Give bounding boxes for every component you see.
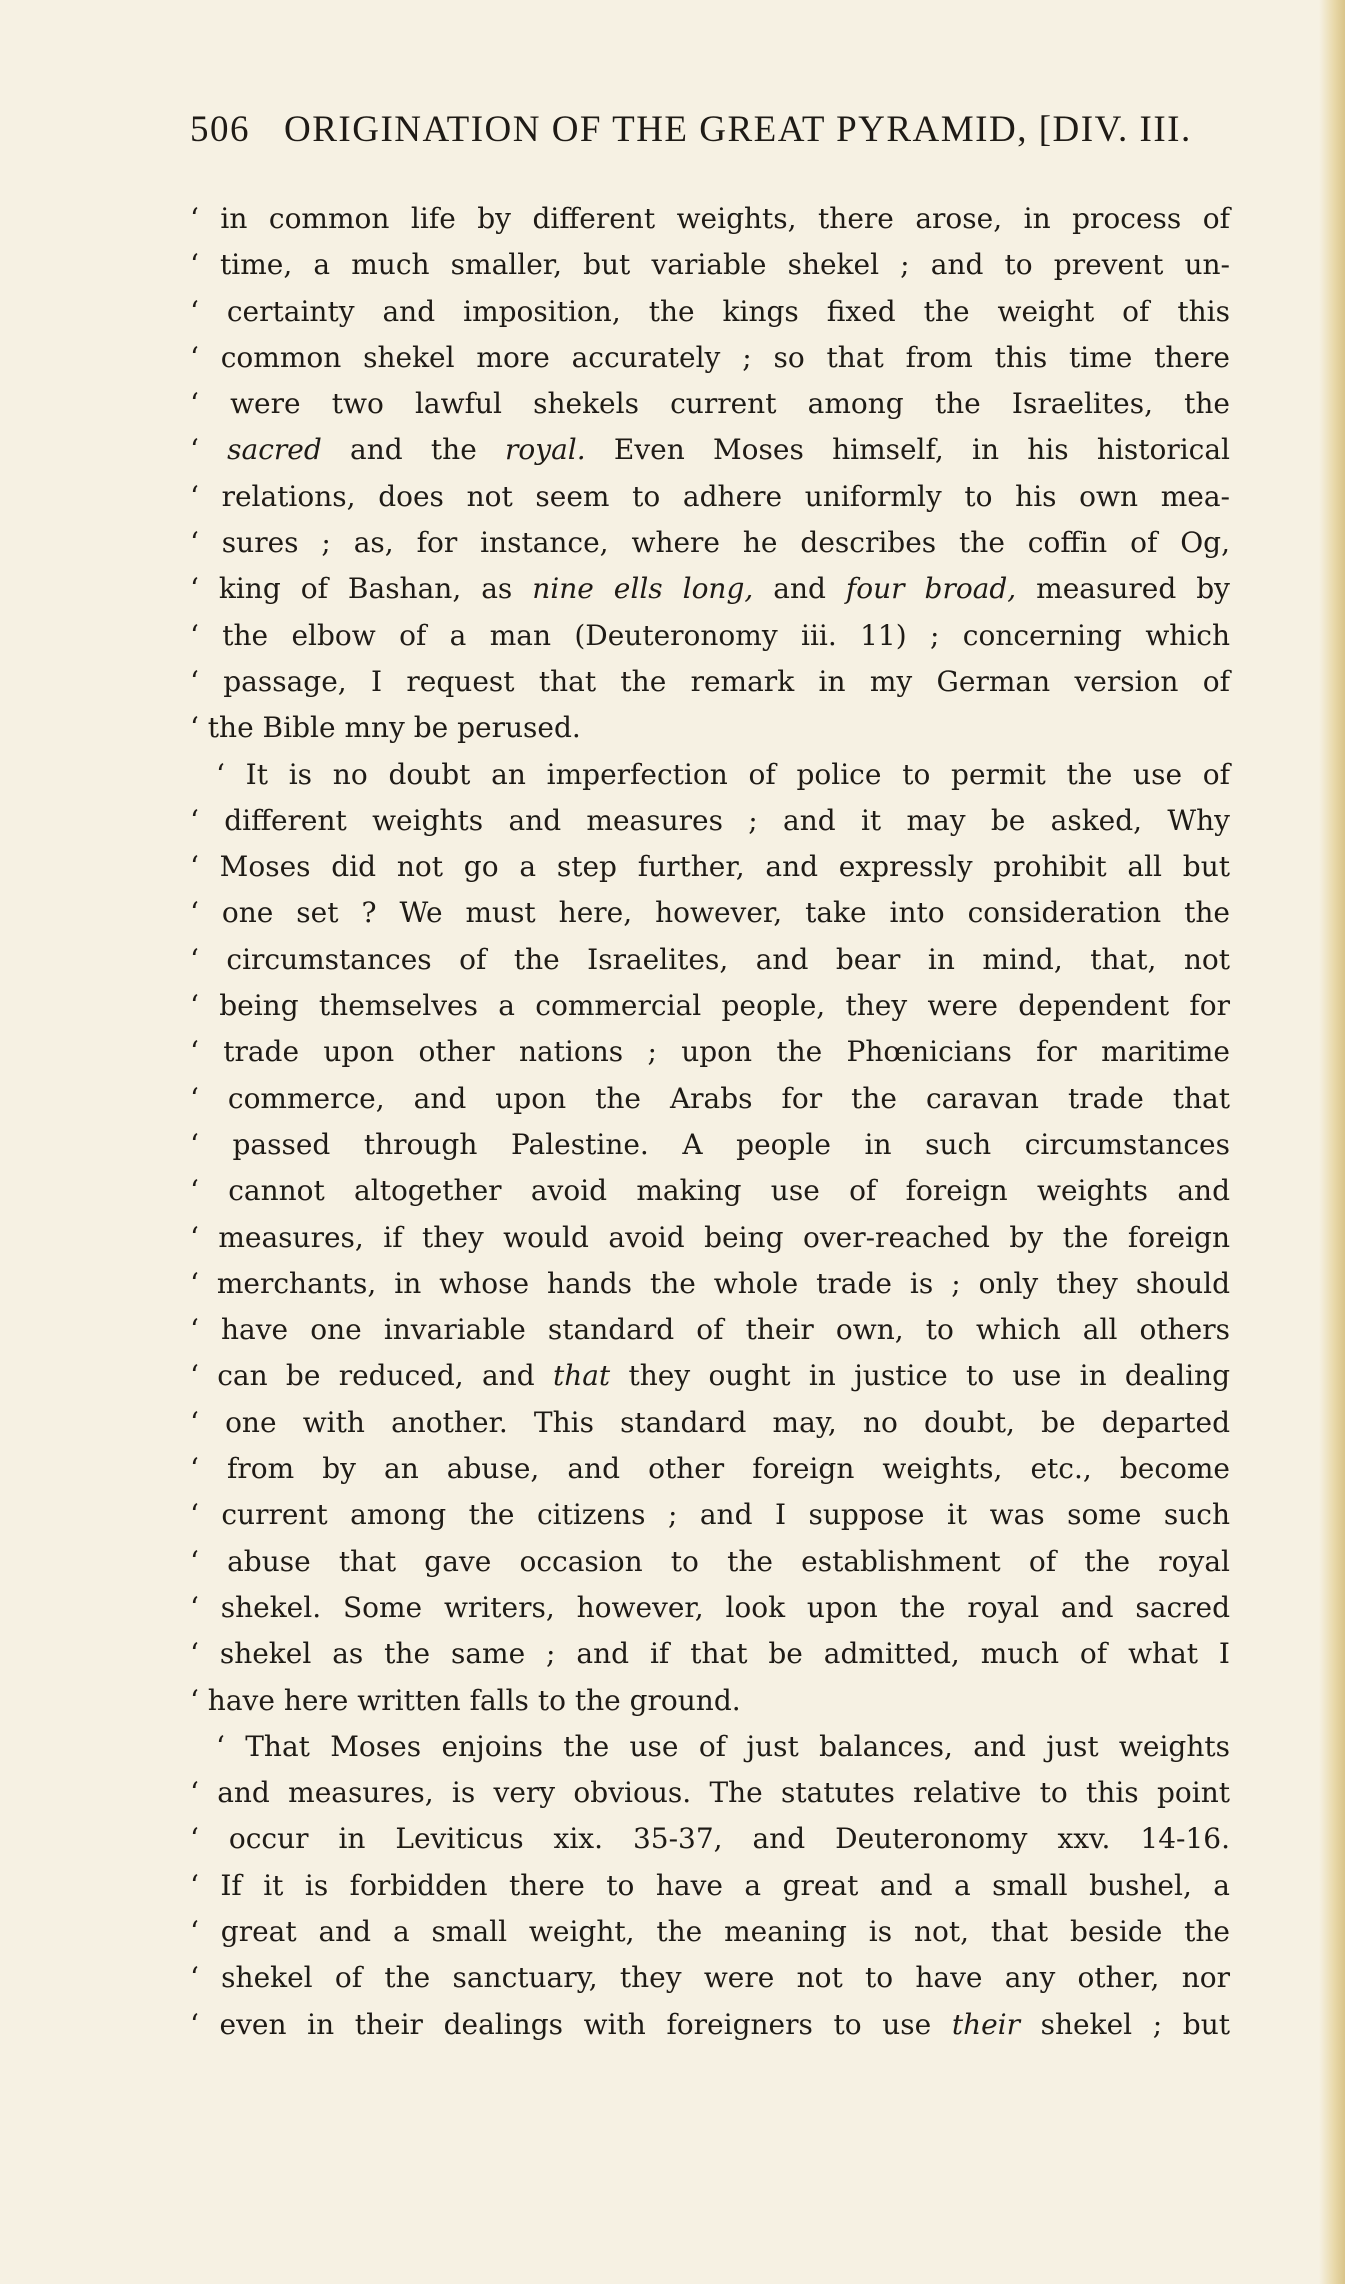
text-line: ‘ time, a much smaller, but variable shekel ; and to prevent un-	[190, 248, 1230, 282]
text-line: ‘ shekel of the sanctuary, they were not to have any other, nor	[190, 1961, 1230, 1995]
text-line: ‘ If it is forbidden there to have a great and a small bushel, a	[190, 1868, 1230, 1902]
text-line: ‘ merchants, in whose hands the whole trade is ; only they should	[190, 1266, 1230, 1300]
text-line: ‘ shekel. Some writers, however, look upon the royal and sacred	[190, 1590, 1230, 1624]
body-text	[190, 196, 1230, 2048]
text-line: ‘ have one invariable standard of their own, to which all others	[190, 1313, 1230, 1347]
text-line: ‘ passed through Palestine. A people in such circumstances	[190, 1127, 1230, 1161]
running-title: ORIGINATION OF THE GREAT PYRAMID,	[284, 109, 1028, 150]
text-line: ‘ being themselves a commercial people, they were dependent for	[190, 989, 1230, 1023]
text-line: ‘ passage, I request that the remark in my German version of	[190, 664, 1230, 698]
italic-word: sacred	[227, 433, 322, 467]
text-line: ‘ the Bible mny be perused.	[190, 711, 581, 745]
text-line: ‘ sures ; as, for instance, where he describes the coffin of Og,	[190, 526, 1230, 560]
italic-phrase: four broad,	[845, 572, 1017, 606]
text-line: ‘ were two lawful shekels current among the Israelites, the	[190, 387, 1230, 421]
running-header	[190, 108, 1230, 152]
division-label: [DIV. III.	[1038, 109, 1192, 150]
page-number: 506	[190, 109, 250, 150]
text-line: ‘ different weights and measures ; and it may be asked, Why	[190, 803, 1230, 837]
page-edge-shading	[1319, 0, 1345, 2284]
text-line: ‘ have here written falls to the ground.	[190, 1683, 741, 1717]
text-line: ‘ commerce, and upon the Arabs for the caravan trade that	[190, 1081, 1230, 1115]
text-line: ‘ cannot altogether avoid making use of foreign weights and	[190, 1174, 1230, 1208]
text-line: ‘ trade upon other nations ; upon the Phœnicians for maritime	[190, 1035, 1230, 1069]
text-line: ‘ relations, does not seem to adhere uniformly to his own mea-	[190, 479, 1230, 513]
italic-phrase: nine ells long,	[532, 572, 754, 606]
text-line: ‘ sacred and the royal. Even Moses himself, in his historical	[190, 433, 1230, 467]
text-line: ‘ current among the citizens ; and I suppose it was some such	[190, 1498, 1230, 1532]
text-line: ‘ certainty and imposition, the kings fixed the weight of this	[190, 294, 1230, 328]
text-line: ‘ circumstances of the Israelites, and bear in mind, that, not	[190, 942, 1230, 976]
text-line: ‘ the elbow of a man (Deuteronomy iii. 11) ; concerning which	[190, 618, 1230, 652]
text-line: ‘ shekel as the same ; and if that be admitted, much of what I	[190, 1637, 1230, 1671]
text-line: ‘ in common life by different weights, there arose, in process of	[190, 202, 1230, 235]
text-line: ‘ Moses did not go a step further, and expressly prohibit all but	[190, 850, 1230, 884]
italic-word: royal.	[505, 433, 586, 467]
text-line: ‘ It is no doubt an imperfection of police to permit the use of	[216, 757, 1230, 791]
text-line: ‘ That Moses enjoins the use of just balances, and just weights	[216, 1729, 1230, 1763]
book-page	[190, 108, 1230, 2048]
text-line: ‘ one set ? We must here, however, take into consideration the	[190, 896, 1230, 930]
text-line: ‘ measures, if they would avoid being over-reached by the foreign	[190, 1220, 1230, 1254]
italic-word: their	[951, 2007, 1021, 2041]
text-line: ‘ great and a small weight, the meaning is not, that beside the	[190, 1914, 1230, 1948]
text-line: ‘ even in their dealings with foreigners to use their shekel ; but	[190, 2007, 1230, 2041]
text-line: ‘ can be reduced, and that they ought in justice to use in dealing	[190, 1359, 1230, 1393]
text-line: ‘ and measures, is very obvious. The statutes relative to this point	[190, 1776, 1230, 1810]
italic-word: that	[552, 1359, 611, 1393]
text-line: ‘ occur in Leviticus xix. 35-37, and Deuteronomy xxv. 14-16.	[190, 1822, 1230, 1856]
text-line: ‘ abuse that gave occasion to the establishment of the royal	[190, 1544, 1230, 1578]
text-line: ‘ king of Bashan, as nine ells long, and four broad, measured by	[190, 572, 1230, 606]
text-line: ‘ from by an abuse, and other foreign weights, etc., become	[190, 1452, 1230, 1486]
text-line: ‘ common shekel more accurately ; so that from this time there	[190, 340, 1230, 374]
text-line: ‘ one with another. This standard may, no doubt, be departed	[190, 1405, 1230, 1439]
